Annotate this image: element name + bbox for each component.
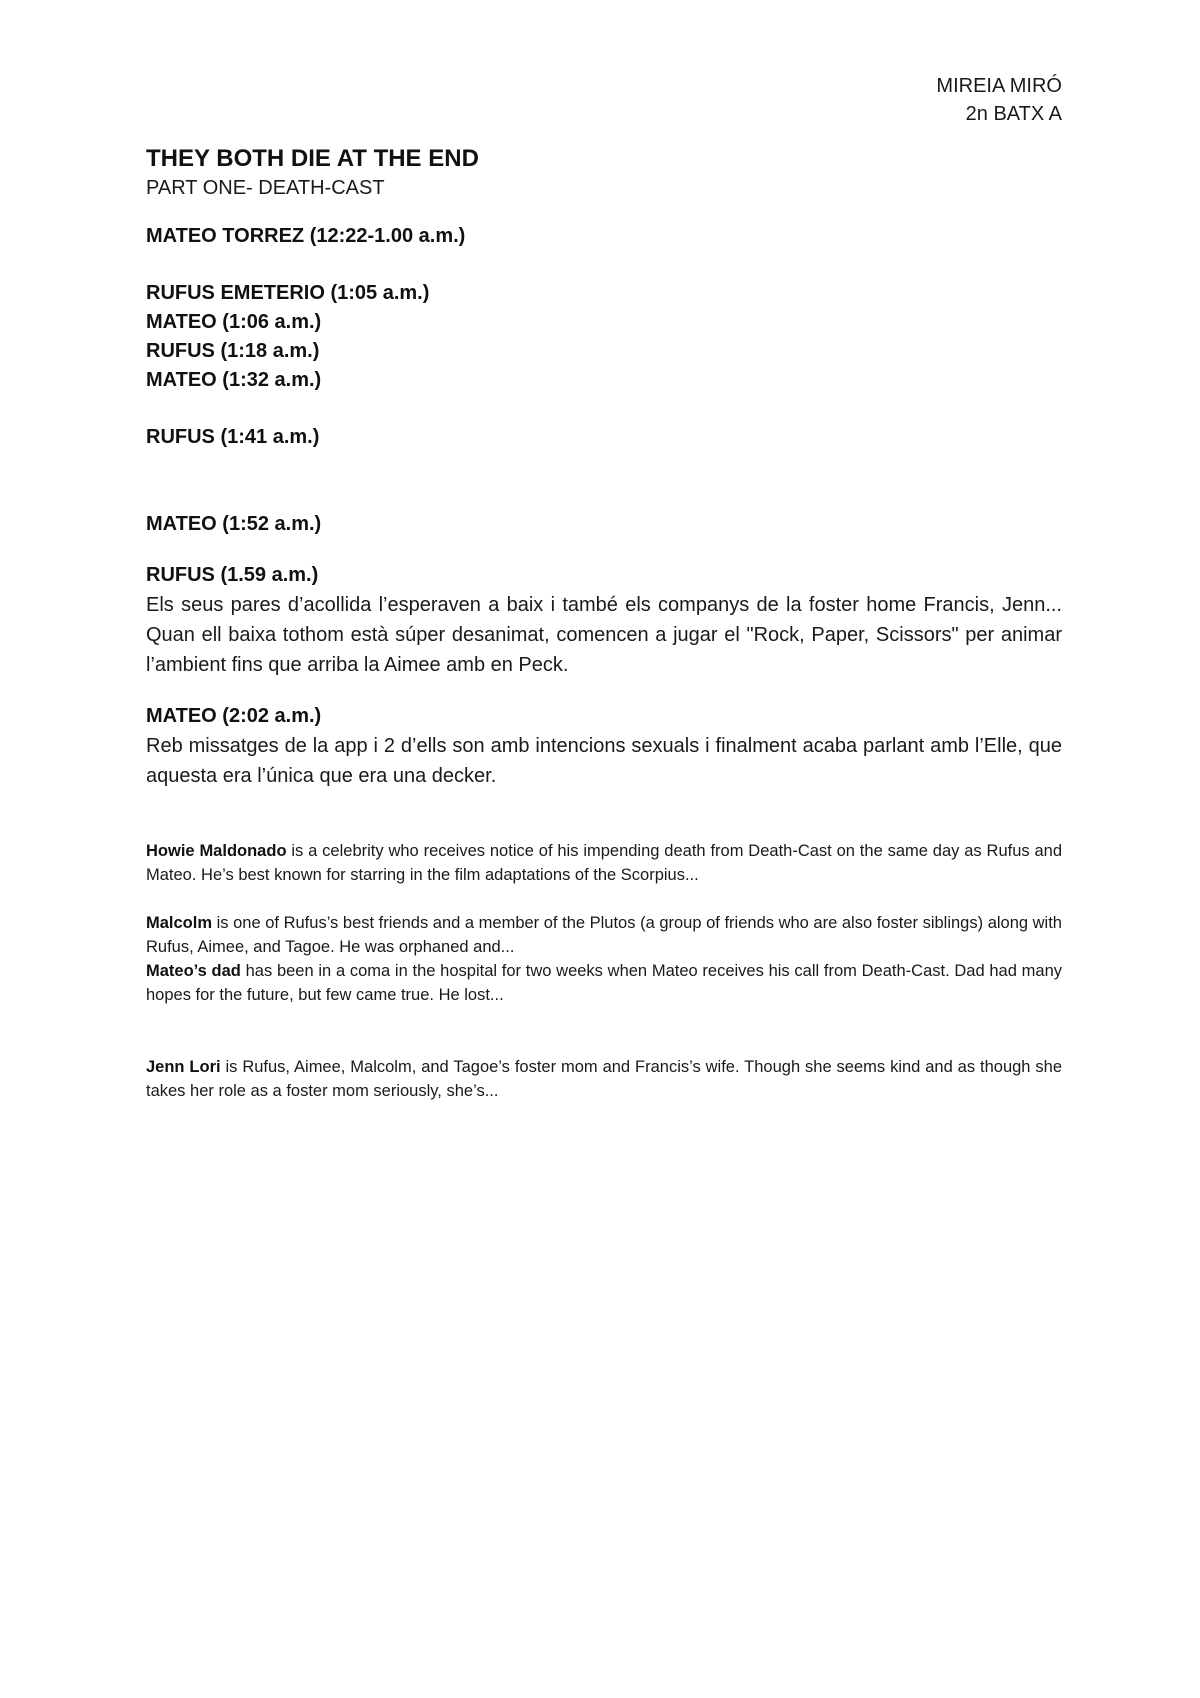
chapter-heading: RUFUS (1.59 a.m.) xyxy=(146,564,319,586)
document-body xyxy=(146,144,1062,1103)
author-name: MIREIA MIRÓ xyxy=(936,75,1062,97)
character-note xyxy=(146,1055,1062,1103)
document-title: THEY BOTH DIE AT THE END xyxy=(146,145,479,172)
character-description: is a celebrity who receives notice of his impending death from Death-Cast on the same day as Rufus and Mateo. He’s best known for starring in the film adaptations of the Scorpius... xyxy=(146,842,1063,884)
chapter-heading: MATEO (1:52 a.m.) xyxy=(146,513,322,535)
chapter-heading: MATEO (1:32 a.m.) xyxy=(146,369,322,391)
character-note xyxy=(146,911,1062,959)
character-note xyxy=(146,959,1062,1007)
class-name: 2n BATX A xyxy=(965,103,1062,125)
chapter-summary: Reb missatges de la app i 2 d’ells son amb intencions sexuals i finalment acaba parlant amb l’Elle, que aquesta era l’única que era una decker. xyxy=(146,735,1062,787)
chapter-heading: MATEO (2:02 a.m.) xyxy=(146,705,322,727)
chapter-heading: RUFUS EMETERIO (1:05 a.m.) xyxy=(146,282,430,304)
character-name: Malcolm xyxy=(146,914,213,932)
character-description: is one of Rufus’s best friends and a member of the Plutos (a group of friends who are also foster siblings) along with Rufus, Aimee, and Tagoe. He was orphaned and... xyxy=(146,914,1062,956)
character-name: Mateo’s dad xyxy=(146,962,241,980)
document-subtitle: PART ONE- DEATH-CAST xyxy=(146,177,385,199)
chapter-heading: MATEO (1:06 a.m.) xyxy=(146,311,322,333)
character-description: is Rufus, Aimee, Malcolm, and Tagoe’s foster mom and Francis’s wife. Though she seems kind and as though she takes her role as a foster mom seriously, she’s... xyxy=(146,1058,1062,1100)
character-description: has been in a coma in the hospital for two weeks when Mateo receives his call from Death-Cast. Dad had many hopes for the future, but few came true. He lost... xyxy=(146,962,1062,1004)
chapter-heading: RUFUS (1:41 a.m.) xyxy=(146,426,320,448)
character-name: Howie Maldonado xyxy=(146,842,287,860)
author-header xyxy=(936,72,1062,128)
chapter-heading: RUFUS (1:18 a.m.) xyxy=(146,340,320,362)
character-note xyxy=(146,839,1062,887)
character-name: Jenn Lori xyxy=(146,1058,221,1076)
chapter-heading: MATEO TORREZ (12:22-1.00 a.m.) xyxy=(146,225,466,247)
chapter-summary: Els seus pares d’acollida l’esperaven a baix i també els companys de la foster home Francis, Jenn... Quan ell baixa tothom està súper desanimat, comencen a jugar el "Rock, Paper, Scissors" per animar l’ambient fins que arriba la Aimee amb en Peck. xyxy=(146,594,1062,676)
